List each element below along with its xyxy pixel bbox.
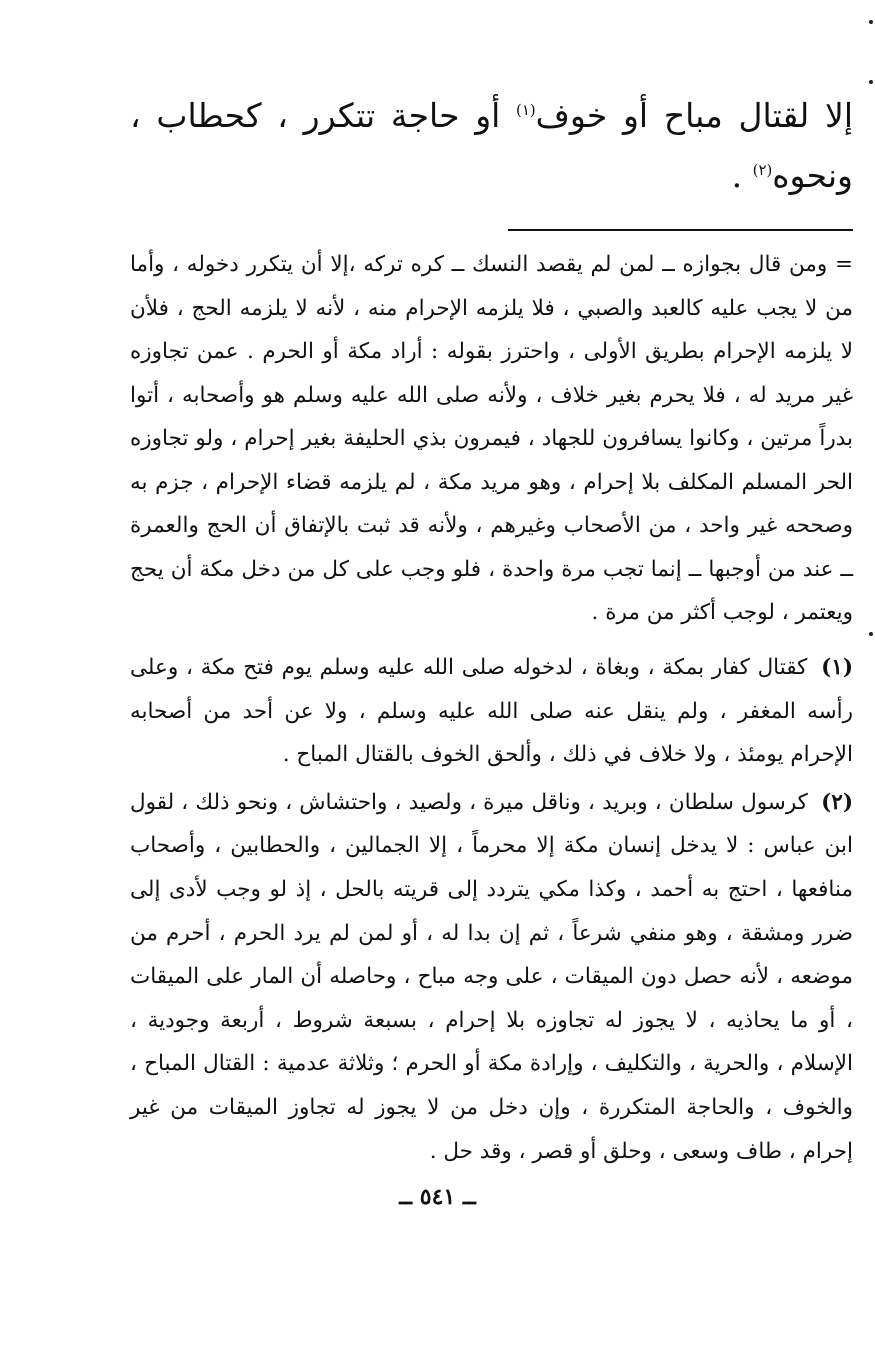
footnote-text: كرسول سلطان ، وبريد ، وناقل ميرة ، ولصيد ، واحتشاش ، ونحو ذلك ، لقول ابن عباس : لا يدخل إنسان مكة إلا محرماً ، إلا الجمالين ، والحطابين ، وأصحاب منافعها ، احتج به أحمد ، وكذا مكي يتردد إلى قريته بالحل ، إذ لو وجب لأدى إلى ضرر ومشقة ، وهو منفي شرعاً ، ثم إن بدا له ، أو لمن لم يرد الحرم ، أحرم من موضعه ، لأنه حصل دون الميقات ، على وجه مباح ، وحاصله أن المار على الميقات ، أو ما يحاذيه ، لا يجوز له تجاوزه بلا إحرام ، بسبعة شروط ، أربعة وجودية ، الإسلام ، والحرية ، والتكليف ، وإرادة مكة أو الحرم ؛ وثلاثة عدمية : القتال المباح ، والخوف ، والحاجة المتكررة ، وإن دخل من لا يجوز له تجاوز الميقات من غير إحرام ، طاف وسعى ، وحلق أو قصر ، وقد حل .	[130, 789, 853, 1164]
margin-dot	[869, 632, 873, 636]
footnote-separator	[508, 229, 853, 231]
footnote-number: (٢)	[821, 789, 853, 815]
page-number: ــ ٥٤١ ــ	[399, 1184, 476, 1210]
margin-dot	[869, 20, 873, 24]
footnote-ref-2: (٢)	[752, 161, 773, 179]
main-text-part-3: .	[731, 156, 753, 195]
footnote-1	[130, 646, 853, 777]
margin-dot	[869, 80, 873, 84]
footnotes	[130, 646, 853, 1177]
footnote-ref-1: (١)	[516, 101, 536, 119]
footnote-2	[130, 781, 853, 1173]
commentary-paragraph: = ومن قال بجوازه ــ لمن لم يقصد النسك ــ كره تركه ،إلا أن يتكرر دخوله ، وأما من لا يجب عليه كالعبد والصبي ، فلا يلزمه الإحرام منه ، لأنه لا يلزمه الحج ، فلأن لا يلزمه الإحرام بطريق الأولى ، واحترز بقوله : أراد مكة أو الحرم . عمن تجاوزه غير مريد له ، فلا يحرم بغير خلاف ، ولأنه صلى الله عليه وسلم هو وأصحابه ، أتوا بدراً مرتين ، وكانوا يسافرون للجهاد ، فيمرون بذي الحليفة بغير إحرام ، ولو تجاوزه الحر المسلم المكلف بلا إحرام ، وهو مريد مكة ، لم يلزمه قضاء الإحرام ، جزم به وصححه غير واحد ، من الأصحاب وغيرهم ، ولأنه قد ثبت بالإتفاق أن الحج والعمرة ــ عند من أوجبها ــ إنما تجب مرة واحدة ، فلو وجب على كل من دخل مكة أن يحج ويعتمر ، لوجب أكثر من مرة .	[130, 252, 853, 625]
main-text-part-2: أو حاجة تتكرر ، كحطاب ، ونحوه	[130, 96, 853, 195]
main-text	[130, 86, 853, 206]
main-text-part-1: إلا لقتال مباح أو خوف	[535, 96, 853, 135]
footnote-number: (١)	[821, 655, 853, 680]
footnote-text: كقتال كفار بمكة ، وبغاة ، لدخوله صلى الله عليه وسلم يوم فتح مكة ، وعلى رأسه المغفر ، ولم ينقل عنه صلى الله عليه وسلم ، ولا عن أحد من أصحابه الإحرام يومئذ ، ولا خلاف في ذلك ، وألحق الخوف بالقتال المباح .	[130, 655, 853, 768]
